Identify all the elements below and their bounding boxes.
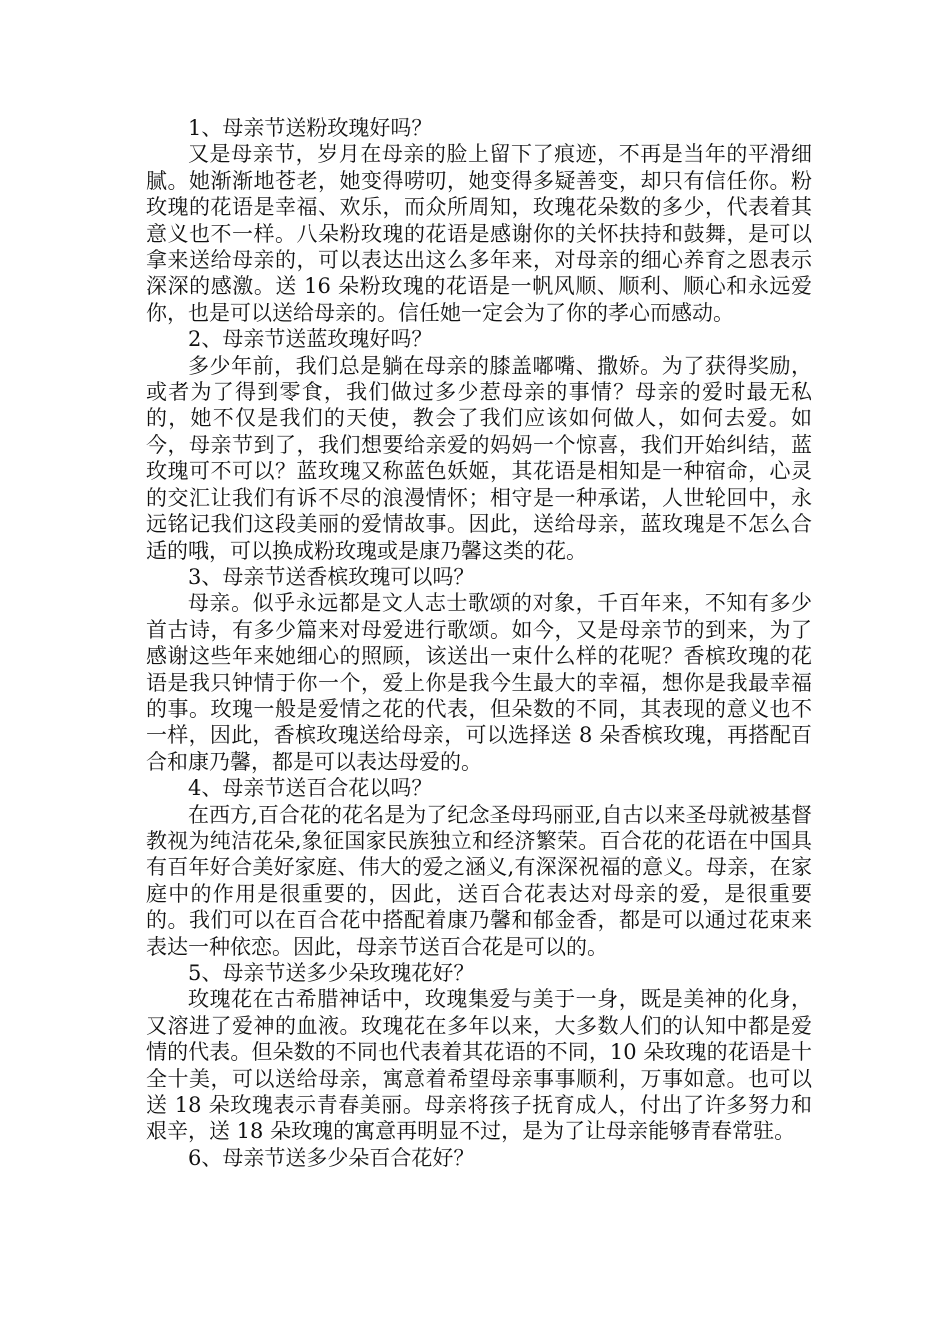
section-5-heading: 5、母亲节送多少朵玫瑰花好？ xyxy=(188,961,475,985)
section-1-heading: 1、母亲节送粉玫瑰好吗？ xyxy=(188,116,433,140)
section-4-heading: 4、母亲节送百合花以吗？ xyxy=(188,776,433,801)
section-3-body: 母亲。似乎永远都是文人志士歌颂的对象，千百年来，不知有多少首古诗，有多少篇来对母爱进行歌颂。如今，又是母亲节的到来，为了感谢这些年来她细心的照顾，该送出一束什么样的花呢？香槟玫瑰的花语是我只钟情于你一个，爱上你是我今生最大的幸福，想你是我最幸福的事。玫瑰一般是爱情之花的代表，但朵数的不同，其表现的意义也不一样，因此，香槟玫瑰送给母亲，可以选择送 8 朵香槟玫瑰，再搭配百合和康乃馨，都是可以表达母爱的。 xyxy=(146,591,812,774)
section-3-heading: 3、母亲节送香槟玫瑰可以吗？ xyxy=(188,564,475,589)
section-2-body: 多少年前，我们总是躺在母亲的膝盖嘟嘴、撒娇。为了获得奖励，或者为了得到零食，我们做过多少惹母亲的事情？母亲的爱时最无私的，她不仅是我们的天使，教会了我们应该如何做人，如何去爱。如今，母亲节到了，我们想要给亲爱的妈妈一个惊喜，我们开始纠结，蓝玫瑰可不可以？蓝玫瑰又称蓝色妖姬，其花语是相知是一种宿命，心灵的交汇让我们有诉不尽的浪漫情怀；相守是一种承诺，人世轮回中，永远铭记我们这段美丽的爱情故事。因此，送给母亲，蓝玫瑰是不怎么合适的哦，可以换成粉玫瑰或是康乃馨这类的花。 xyxy=(146,353,812,563)
section-5-body: 玫瑰花在古希腊神话中，玫瑰集爱与美于一身，既是美神的化身，又溶进了爱神的血液。玫瑰花在多年以来，大多数人们的认知中都是爱情的代表。但朵数的不同也代表着其花语的不同，10 朵玫瑰的花语是十全十美，可以送给母亲，寓意着希望母亲事事顺利，万事如意。也可以送 18 朵玫瑰表示青春美丽。母亲将孩子抚育成人，付出了许多努力和艰辛，送 18 朵玫瑰的寓意再明显不过，是为了让母亲能够青春常驻。 xyxy=(146,987,812,1144)
section-4-body: 在西方,百合花的花名是为了纪念圣母玛丽亚,自古以来圣母就被基督教视为纯洁花朵,象征国家民族独立和经济繁荣。百合花的花语在中国具有百年好合美好家庭、伟大的爱之涵义,有深深祝福的意义。母亲，在家庭中的作用是很重要的，因此，送百合花表达对母亲的爱，是很重要的。我们可以在百合花中搭配着康乃馨和郁金香，都是可以通过花束来表达一种依恋。因此，母亲节送百合花是可以的。 xyxy=(146,802,812,959)
document-page xyxy=(146,115,812,1171)
section-2-heading: 2、母亲节送蓝玫瑰好吗？ xyxy=(188,327,433,352)
section-6-heading: 6、母亲节送多少朵百合花好？ xyxy=(188,1145,475,1170)
section-1-body: 又是母亲节，岁月在母亲的脸上留下了痕迹，不再是当年的平滑细腻。她渐渐地苍老，她变得唠叨，她变得多疑善变，却只有信任你。粉玫瑰的花语是幸福、欢乐，而众所周知，玫瑰花朵数的多少，代表着其意义也不一样。八朵粉玫瑰的花语是感谢你的关怀扶持和鼓舞，是可以拿来送给母亲的，可以表达出这么多年来，对母亲的细心养育之恩表示深深的感激。送 16 朵粉玫瑰的花语是一帆风顺、顺利、顺心和永远爱你，也是可以送给母亲的。信任她一定会为了你的孝心而感动。 xyxy=(146,142,812,325)
